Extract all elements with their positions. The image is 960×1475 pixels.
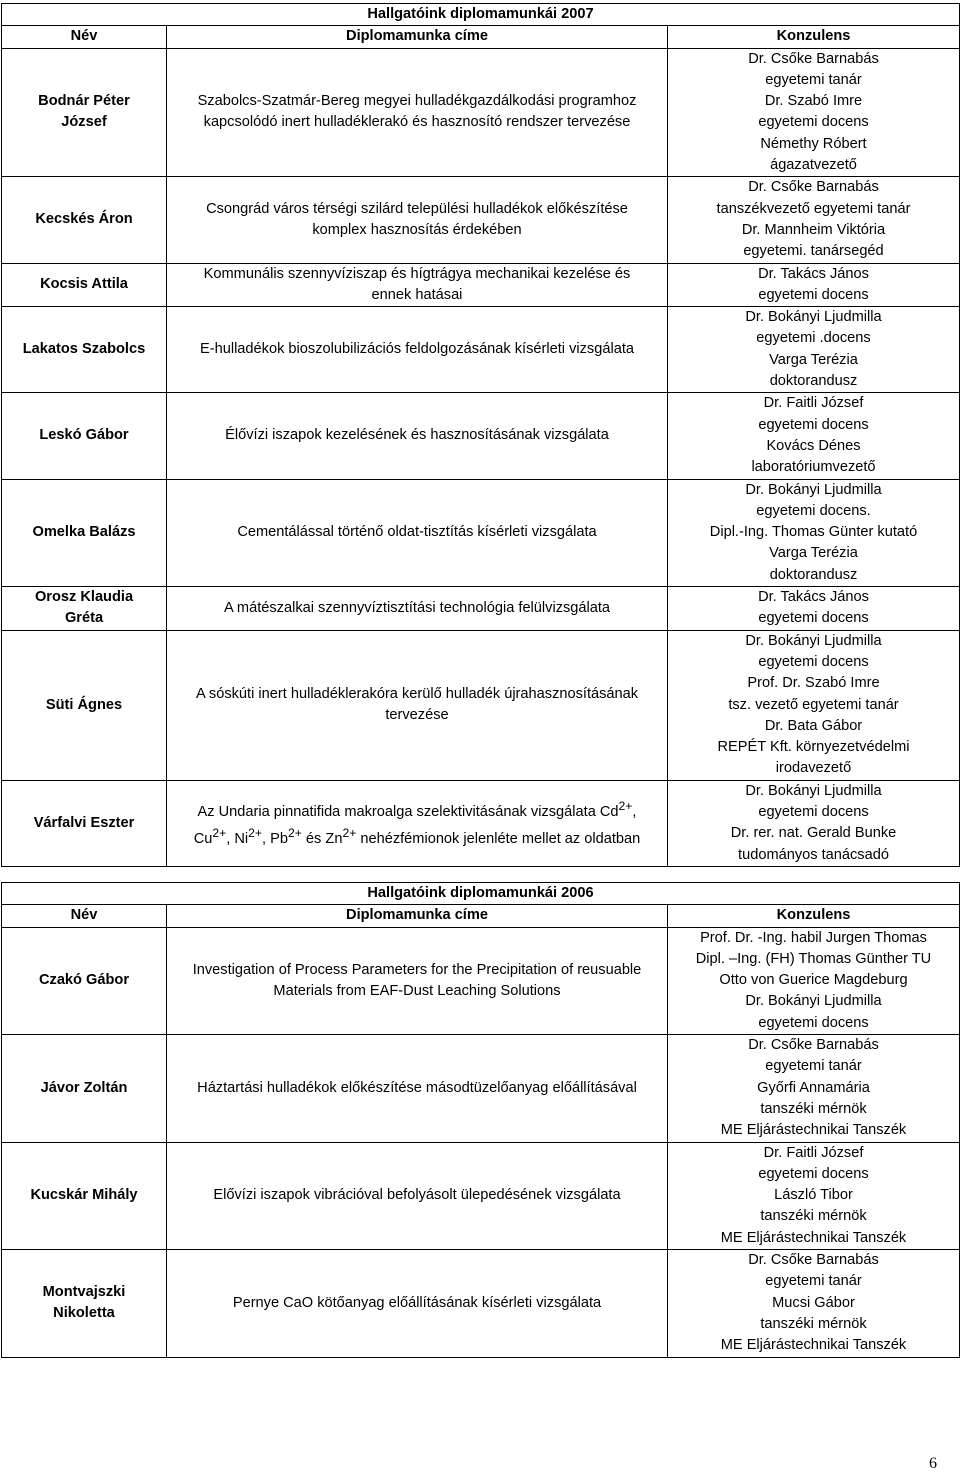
student-name: Montvajszki Nikoletta — [2, 1250, 167, 1357]
advisors: Dr. Faitli József egyetemi docens László Tibor tanszéki mérnök ME Eljárástechnikai Tanszék — [668, 1142, 960, 1249]
advisors: Dr. Csőke Barnabás tanszékvezető egyetemi tanár Dr. Mannheim Viktória egyetemi. tanársegéd — [668, 177, 960, 263]
thesis-title: E-hulladékok bioszolubilizációs feldolgozásának kísérleti vizsgálata — [167, 307, 668, 393]
student-name: Kocsis Attila — [2, 263, 167, 307]
thesis-table-2006 — [1, 882, 960, 1358]
table-row — [2, 307, 960, 393]
table-row — [2, 1035, 960, 1142]
student-name: Czakó Gábor — [2, 927, 167, 1034]
table-title-row — [2, 4, 960, 26]
student-name: Lakatos Szabolcs — [2, 307, 167, 393]
thesis-title: Investigation of Process Parameters for the Precipitation of reusuable Materials from EAF-Dust Leaching Solutions — [167, 927, 668, 1034]
thesis-title: Kommunális szennyvíziszap és hígtrágya mechanikai kezelése és ennek hatásai — [167, 263, 668, 307]
student-name: Orosz Klaudia Gréta — [2, 587, 167, 631]
thesis-title: Cementálással történő oldat-tisztítás kísérleti vizsgálata — [167, 479, 668, 586]
thesis-title: Az Undaria pinnatifida makroalga szelektivitásának vizsgálata $Cd^{2+}$, $Cu^{2+}$, $Ni^{2+}$, $Pb^{2+}$ és $Zn^{2+}$ nehézfémionok jelenléte mellet az oldatban — [167, 780, 668, 866]
advisors: Dr. Bokányi Ljudmilla egyetemi docens Dr. rer. nat. Gerald Bunke tudományos tanácsadó — [668, 780, 960, 866]
table-row — [2, 48, 960, 177]
advisors: Dr. Csőke Barnabás egyetemi tanár Dr. Szabó Imre egyetemi docens Némethy Róbert ágazatvezető — [668, 48, 960, 177]
advisors: Dr. Takács János egyetemi docens — [668, 587, 960, 631]
column-header-advisor: Konzulens — [668, 26, 960, 48]
student-name: Kucskár Mihály — [2, 1142, 167, 1249]
table-row — [2, 1250, 960, 1357]
column-header-name: Név — [2, 26, 167, 48]
student-name: Süti Ágnes — [2, 630, 167, 780]
advisors: Dr. Bokányi Ljudmilla egyetemi .docens Varga Terézia doktorandusz — [668, 307, 960, 393]
thesis-title: Élővízi iszapok kezelésének és hasznosításának vizsgálata — [167, 393, 668, 479]
thesis-title: Elővízi iszapok vibrációval befolyásolt ülepedésének vizsgálata — [167, 1142, 668, 1249]
table-row — [2, 177, 960, 263]
advisors: Dr. Csőke Barnabás egyetemi tanár Mucsi Gábor tanszéki mérnök ME Eljárástechnikai Tanszék — [668, 1250, 960, 1357]
page-number: 6 — [929, 1455, 937, 1472]
thesis-table-2007 — [1, 3, 960, 867]
table-row — [2, 393, 960, 479]
column-header-name: Név — [2, 905, 167, 927]
advisors: Dr. Faitli József egyetemi docens Kovács Dénes laboratóriumvezető — [668, 393, 960, 479]
table-row — [2, 927, 960, 1034]
advisors: Dr. Bokányi Ljudmilla egyetemi docens Prof. Dr. Szabó Imre tsz. vezető egyetemi tanár Dr. Bata Gábor REPÉT Kft. környezetvédelmi irodavezető — [668, 630, 960, 780]
table-header-row — [2, 26, 960, 48]
student-name: Kecskés Áron — [2, 177, 167, 263]
column-header-advisor: Konzulens — [668, 905, 960, 927]
student-name: Jávor Zoltán — [2, 1035, 167, 1142]
student-name: Bodnár Péter József — [2, 48, 167, 177]
advisors: Prof. Dr. -Ing. habil Jurgen Thomas Dipl. –Ing. (FH) Thomas Günther TU Otto von Guerice Magdeburg Dr. Bokányi Ljudmilla egyetemi docens — [668, 927, 960, 1034]
advisors: Dr. Csőke Barnabás egyetemi tanár Győrfi Annamária tanszéki mérnök ME Eljárástechnikai Tanszék — [668, 1035, 960, 1142]
table-title: Hallgatóink diplomamunkái 2006 — [2, 883, 960, 905]
advisors: Dr. Takács János egyetemi docens — [668, 263, 960, 307]
table-title-row — [2, 883, 960, 905]
column-header-title: Diplomamunka címe — [167, 905, 668, 927]
table-row — [2, 263, 960, 307]
table-title: Hallgatóink diplomamunkái 2007 — [2, 4, 960, 26]
thesis-title: Pernye CaO kötőanyag előállításának kísérleti vizsgálata — [167, 1250, 668, 1357]
student-name: Leskó Gábor — [2, 393, 167, 479]
table-header-row — [2, 905, 960, 927]
student-name: Várfalvi Eszter — [2, 780, 167, 866]
table-row — [2, 780, 960, 866]
student-name: Omelka Balázs — [2, 479, 167, 586]
thesis-title: Háztartási hulladékok előkészítése másodtüzelőanyag előállításával — [167, 1035, 668, 1142]
column-header-title: Diplomamunka címe — [167, 26, 668, 48]
thesis-title: A mátészalkai szennyvíztisztítási technológia felülvizsgálata — [167, 587, 668, 631]
table-row — [2, 587, 960, 631]
table-row — [2, 1142, 960, 1249]
thesis-title: A sóskúti inert hulladéklerakóra kerülő hulladék újrahasznosításának tervezése — [167, 630, 668, 780]
table-row — [2, 630, 960, 780]
advisors: Dr. Bokányi Ljudmilla egyetemi docens. Dipl.-Ing. Thomas Günter kutató Varga Terézia doktorandusz — [668, 479, 960, 586]
thesis-title: Szabolcs-Szatmár-Bereg megyei hulladékgazdálkodási programhoz kapcsolódó inert hulladéklerakó és hasznosító rendszer tervezése — [167, 48, 668, 177]
thesis-title: Csongrád város térségi szilárd települési hulladékok előkészítése komplex hasznosítás érdekében — [167, 177, 668, 263]
table-row — [2, 479, 960, 586]
